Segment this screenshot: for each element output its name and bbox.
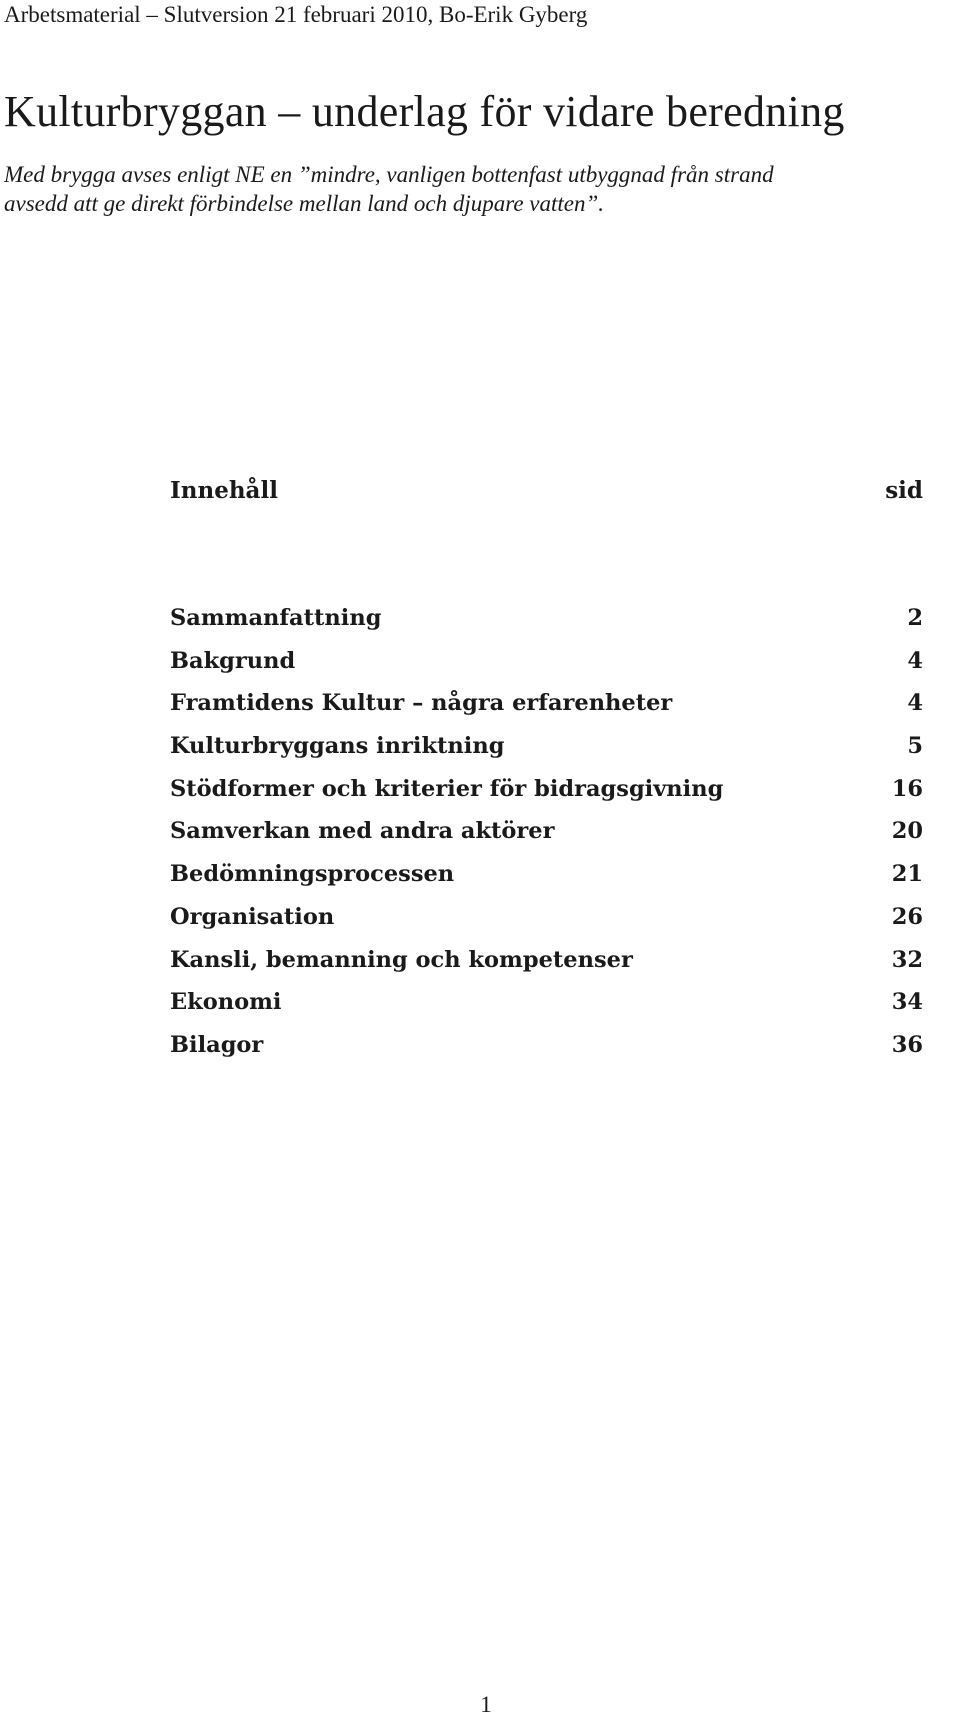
page-number: 1 (480, 1692, 492, 1717)
toc-entry-page: 21 (891, 861, 923, 888)
toc-entry-label: Bilagor (170, 1031, 264, 1058)
toc-entry-page: 2 (907, 605, 923, 631)
epigraph-line-1: Med brygga avses enligt NE en ”mindre, vanligen bottenfast utbyggnad från strand (4, 162, 774, 187)
toc-entry-page: 36 (891, 1031, 923, 1058)
toc-entry[interactable] (170, 686, 923, 729)
toc-entry[interactable] (170, 644, 923, 687)
toc-entry[interactable] (170, 601, 923, 644)
toc-entry-label: Bedömningsprocessen (170, 861, 455, 888)
toc-entry-label: Kulturbryggans inriktning (170, 733, 505, 760)
toc-entry[interactable] (170, 729, 923, 772)
running-header: Arbetsmaterial – Slutversion 21 februari 2010, Bo-Erik Gyberg (4, 2, 588, 27)
toc-entry-label: Organisation (170, 903, 335, 930)
epigraph (4, 160, 954, 218)
toc-entry-page: 26 (891, 903, 923, 930)
epigraph-line-2: avsedd att ge direkt förbindelse mellan land och djupare vatten”. (4, 191, 605, 216)
toc-entry[interactable] (170, 985, 923, 1028)
table-of-contents (170, 601, 923, 1071)
toc-entry[interactable] (170, 772, 923, 815)
toc-entry-label: Framtidens Kultur – några erfarenheter (170, 690, 673, 717)
toc-entry[interactable] (170, 814, 923, 857)
toc-entry-label: Stödformer och kriterier för bidragsgivning (170, 775, 724, 802)
toc-heading: Innehåll (170, 477, 278, 504)
toc-entry[interactable] (170, 1028, 923, 1071)
toc-entry[interactable] (170, 857, 923, 900)
document-title: Kulturbryggan – underlag för vidare beredning (4, 87, 845, 136)
toc-entry-page: 16 (891, 775, 923, 802)
toc-entry-page: 4 (907, 690, 923, 717)
toc-entry-page: 20 (891, 818, 923, 845)
toc-entry[interactable] (170, 900, 923, 943)
toc-entry-label: Kansli, bemanning och kompetenser (170, 946, 633, 973)
toc-entry-label: Bakgrund (170, 647, 296, 674)
toc-entry-label: Ekonomi (170, 989, 282, 1016)
toc-entry-label: Sammanfattning (170, 605, 382, 631)
toc-entry-page: 5 (907, 733, 923, 760)
toc-entry-page: 4 (907, 647, 923, 674)
toc-page-heading: sid (885, 477, 923, 504)
toc-entry-label: Samverkan med andra aktörer (170, 818, 555, 845)
toc-entry-page: 32 (891, 946, 923, 973)
toc-entry[interactable] (170, 943, 923, 986)
toc-header (170, 474, 923, 508)
toc-entry-page: 34 (891, 989, 923, 1016)
